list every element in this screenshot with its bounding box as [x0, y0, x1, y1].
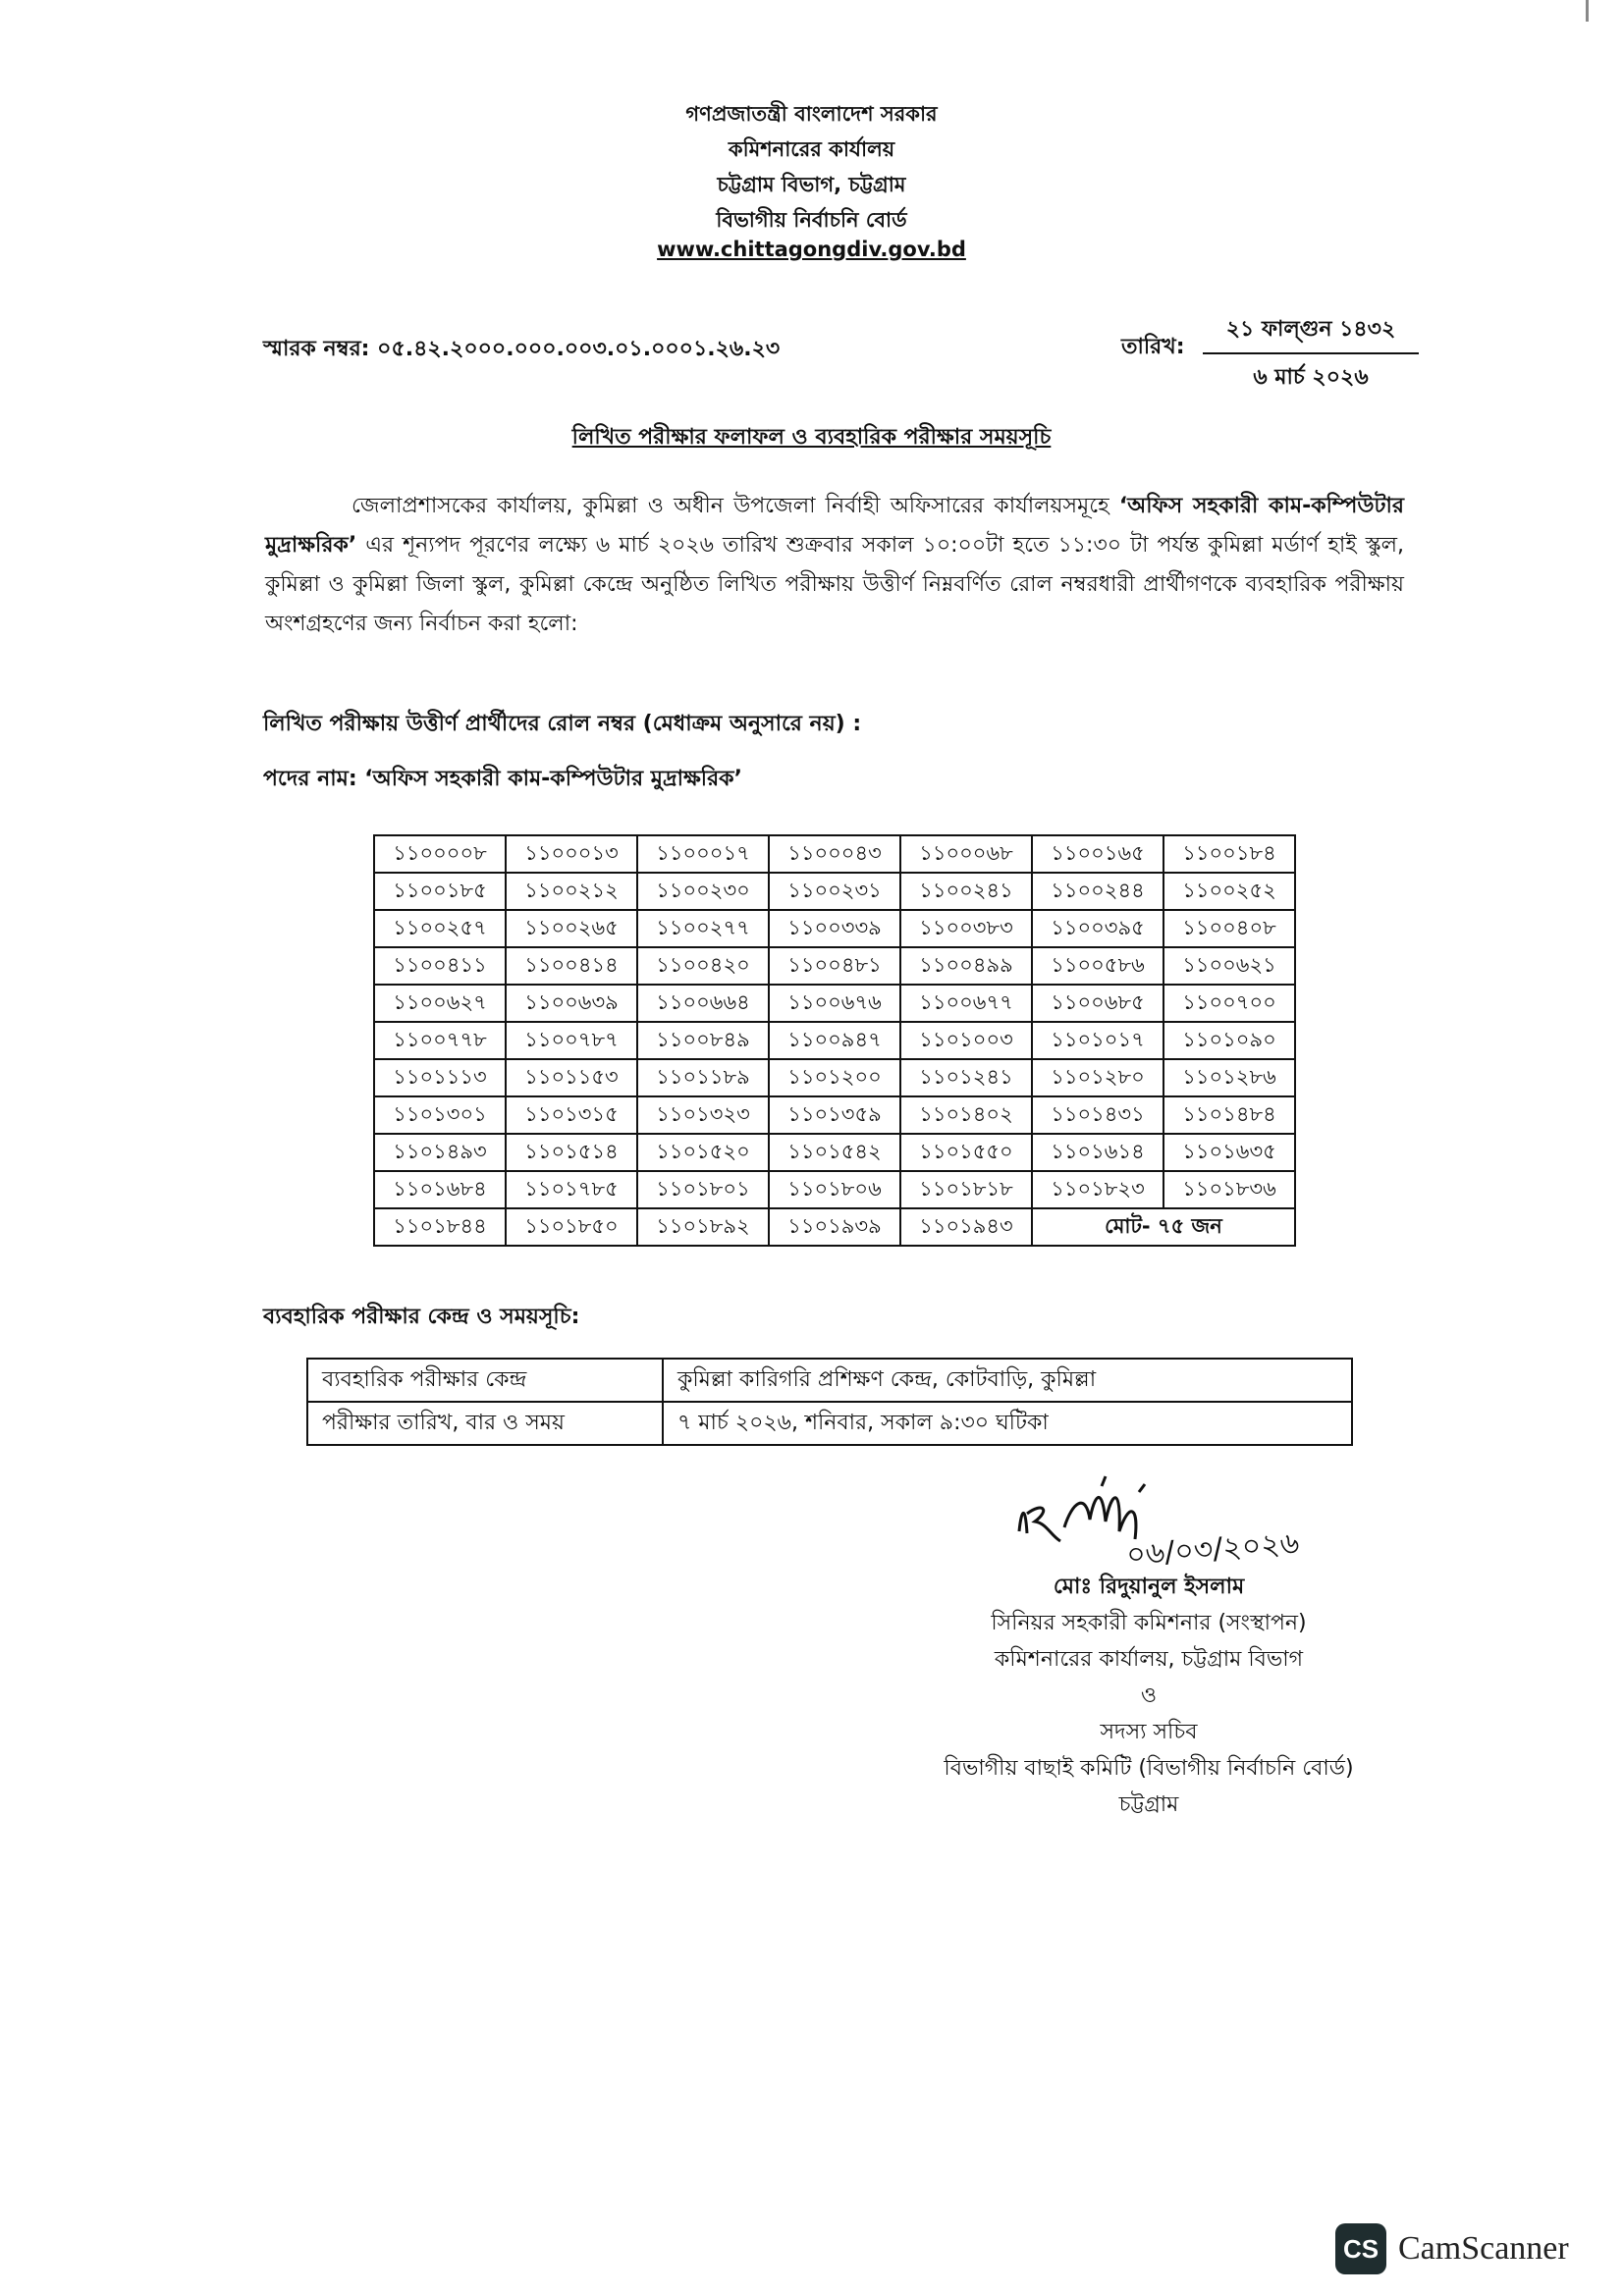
roll-row: [374, 873, 1295, 910]
roll-cell: ১১০১৫৪২: [769, 1134, 900, 1171]
paragraph-text-1: জেলাপ্রশাসকের কার্যালয়, কুমিল্লা ও অধীন উপজেলা নির্বাহী অফিসারের কার্যালয়সমূহে: [352, 494, 1119, 518]
roll-cell: ১১০১৬৩৫: [1163, 1134, 1295, 1171]
roll-cell: ১১০১৮৯২: [637, 1208, 769, 1246]
roll-cell: ১১০১৩০১: [374, 1096, 506, 1134]
practical-label-datetime: পরীক্ষার তারিখ, বার ও সময়: [307, 1402, 663, 1445]
roll-row: [374, 1208, 1295, 1246]
roll-cell: ১১০১১১৩: [374, 1059, 506, 1096]
roll-cell: ১১০০১৮৪: [1163, 835, 1295, 873]
roll-cell: ১১০০২৩০: [637, 873, 769, 910]
roll-cell: ১১০০৪১১: [374, 947, 506, 985]
signatory-name: মোঃ রিদুয়ানুল ইসলাম: [1053, 1575, 1245, 1599]
roll-cell: ১১০০৩৩৯: [769, 910, 900, 947]
roll-cell: ১১০০৪৮১: [769, 947, 900, 985]
roll-cell: ১১০১০৯০: [1163, 1022, 1295, 1059]
roll-cell: ১১০০৬৬৪: [637, 985, 769, 1022]
roll-cell: ১১০১৩৫৯: [769, 1096, 900, 1134]
roll-total-cell: মোট- ৭৫ জন: [1032, 1208, 1295, 1246]
camscanner-watermark[interactable]: [1335, 2223, 1569, 2274]
roll-cell: ১১০০৪২০: [637, 947, 769, 985]
roll-cell: ১১০০৯৪৭: [769, 1022, 900, 1059]
roll-cell: ১১০০২৫২: [1163, 873, 1295, 910]
roll-cell: ১১০০২৫৭: [374, 910, 506, 947]
notice-title: লিখিত পরীক্ষার ফলাফল ও ব্যবহারিক পরীক্ষার সময়সূচি: [571, 425, 1052, 450]
roll-cell: ১১০০৭০০: [1163, 985, 1295, 1022]
paragraph-post-name: ‘অফিস সহকারী কাম-কম্পিউটার মুদ্রাক্ষরিক’: [265, 494, 1405, 558]
roll-cell: ১১০১৮৩৬: [1163, 1171, 1295, 1208]
signatory-line-2: কমিশনারের কার্যালয়, চট্টগ্রাম বিভাগ: [994, 1647, 1304, 1672]
roll-cell: ১১০১১৮৯: [637, 1059, 769, 1096]
roll-cell: ১১০০৩৯৫: [1032, 910, 1163, 947]
roll-cell: ১১০১৮০৬: [769, 1171, 900, 1208]
roll-cell: ১১০০৪৯৯: [900, 947, 1032, 985]
post-heading-label: পদের নাম:: [263, 767, 357, 791]
notice-paragraph: [265, 487, 1404, 644]
roll-row: [374, 985, 1295, 1022]
post-heading: [263, 762, 742, 798]
practical-label-centre: ব্যবহারিক পরীক্ষার কেন্দ্র: [307, 1359, 663, 1402]
roll-row: [374, 1096, 1295, 1134]
memo-label: স্মারক নম্বর:: [263, 337, 370, 361]
roll-cell: ১১০০৬৮৫: [1032, 985, 1163, 1022]
roll-row: [374, 1059, 1295, 1096]
roll-cell: ১১০০৬২১: [1163, 947, 1295, 985]
roll-cell: ১১০০০১৭: [637, 835, 769, 873]
practical-value-centre: কুমিল্লা কারিগরি প্রশিক্ষণ কেন্দ্র, কোটবাড়ি, কুমিল্লা: [663, 1359, 1352, 1402]
roll-cell: ১১০১২৪১: [900, 1059, 1032, 1096]
roll-row: [374, 835, 1295, 873]
signatory-line-1: সিনিয়র সহকারী কমিশনার (সংস্থাপন): [991, 1611, 1307, 1635]
signatory-line-6: চট্টগ্রাম: [1118, 1792, 1179, 1817]
roll-cell: ১১০১৮০১: [637, 1171, 769, 1208]
roll-cell: ১১০১৫২০: [637, 1134, 769, 1171]
roll-cell: ১১০০০১৩: [506, 835, 637, 873]
roll-cell: ১১০১২৮০: [1032, 1059, 1163, 1096]
roll-cell: ১১০১৮৪৪: [374, 1208, 506, 1246]
roll-cell: ১১০১৮৫০: [506, 1208, 637, 1246]
roll-cell: ১১০১৬৮৪: [374, 1171, 506, 1208]
roll-cell: ১১০০৬৭৭: [900, 985, 1032, 1022]
roll-cell: ১১০১৮১৮: [900, 1171, 1032, 1208]
roll-cell: ১১০০৪০৮: [1163, 910, 1295, 947]
date-gregorian: ৬ মার্চ ২০২৬: [1253, 365, 1369, 390]
roll-row: [374, 1171, 1295, 1208]
roll-cell: ১১০১৪৯৩: [374, 1134, 506, 1171]
roll-cell: ১১০০৪১৪: [506, 947, 637, 985]
roll-cell: ১১০১৩১৫: [506, 1096, 637, 1134]
roll-cell: ১১০১৯৩৯: [769, 1208, 900, 1246]
roll-cell: ১১০০২৩১: [769, 873, 900, 910]
roll-cell: ১১০১২৮৬: [1163, 1059, 1295, 1096]
practical-heading: ব্যবহারিক পরীক্ষার কেন্দ্র ও সময়সূচি:: [263, 1305, 580, 1329]
roll-cell: ১১০০২৭৭: [637, 910, 769, 947]
handwritten-date: ০৬/০৩/২০২৬: [1125, 1525, 1301, 1573]
signatory-block: [854, 1569, 1443, 1823]
office-header: [0, 96, 1623, 261]
header-line-4: বিভাগীয় নির্বাচনি বোর্ড: [716, 208, 907, 232]
signatory-line-4: সদস্য সচিব: [1100, 1720, 1198, 1744]
roll-cell: ১১০১০১৭: [1032, 1022, 1163, 1059]
post-heading-value: ‘অফিস সহকারী কাম-কম্পিউটার মুদ্রাক্ষরিক’: [364, 767, 742, 791]
roll-cell: ১১০০৩৮৩: [900, 910, 1032, 947]
roll-cell: ১১০১৮২৩: [1032, 1171, 1163, 1208]
roll-cell: ১১০০০৪৩: [769, 835, 900, 873]
roll-cell: ১১০০২৪১: [900, 873, 1032, 910]
camscanner-logo-icon: CS: [1335, 2223, 1386, 2274]
roll-cell: ১১০১৪০২: [900, 1096, 1032, 1134]
roll-cell: ১১০০৭৮৭: [506, 1022, 637, 1059]
roll-number-table: [373, 834, 1296, 1247]
rolls-heading: লিখিত পরীক্ষায় উত্তীর্ণ প্রার্থীদের রোল নম্বর (মেধাক্রম অনুসারে নয়) :: [263, 712, 862, 736]
roll-row: [374, 947, 1295, 985]
header-line-2: কমিশনারের কার্যালয়: [728, 137, 895, 161]
practical-exam-table: [306, 1358, 1353, 1446]
roll-cell: ১১০০৬২৭: [374, 985, 506, 1022]
roll-cell: ১১০১০০৩: [900, 1022, 1032, 1059]
roll-cell: ১১০১৯৪৩: [900, 1208, 1032, 1246]
memo-number: [263, 332, 780, 368]
roll-cell: ১১০০৮৪৯: [637, 1022, 769, 1059]
header-line-1: গণপ্রজাতন্ত্রী বাংলাদেশ সরকার: [685, 102, 938, 126]
paragraph-text-2: এর শূন্যপদ পূরণের লক্ষ্যে ৬ মার্চ ২০২৬ তারিখ শুক্রবার সকাল ১০:০০টা হতে ১১:৩০ টা পর্যন্ত কুমিল্লা মর্ডার্ণ হাই স্কুল, কুমিল্লা ও কুমিল্লা জিলা স্কুল, কুমিল্লা কেন্দ্রে অনুষ্ঠিত লিখিত পরীক্ষায় উত্তীর্ণ নিম্নবর্ণিত রোল নম্বরধারী প্রার্থীগণকে ব্যবহারিক পরীক্ষায় অংশগ্রহণের জন্য নির্বাচন করা হলো:: [265, 533, 1404, 636]
date-bangla: ২১ ফাল্গুন ১৪৩২: [1203, 312, 1419, 354]
practical-value-datetime: ৭ মার্চ ২০২৬, শনিবার, সকাল ৯:৩০ ঘটিকা: [663, 1402, 1352, 1445]
roll-cell: ১১০১১৫৩: [506, 1059, 637, 1096]
roll-cell: ১১০০২১২: [506, 873, 637, 910]
signatory-line-3: ও: [1140, 1683, 1158, 1708]
roll-cell: ১১০১৪৮৪: [1163, 1096, 1295, 1134]
practical-row-centre: [307, 1359, 1352, 1402]
roll-cell: ১১০১৩২৩: [637, 1096, 769, 1134]
roll-row: [374, 1022, 1295, 1059]
roll-cell: ১১০০৬৭৬: [769, 985, 900, 1022]
memo-date: [1203, 312, 1419, 397]
roll-cell: ১১০০৫৮৬: [1032, 947, 1163, 985]
roll-cell: ১১০০০৬৮: [900, 835, 1032, 873]
roll-cell: ১১০০৬৩৯: [506, 985, 637, 1022]
roll-cell: ১১০১৪৩১: [1032, 1096, 1163, 1134]
date-label: তারিখ:: [1121, 335, 1185, 359]
roll-cell: ১১০০১৬৫: [1032, 835, 1163, 873]
memo-value: ০৫.৪২.২০০০.০০০.০০৩.০১.০০০১.২৬.২৩: [377, 337, 781, 361]
roll-cell: ১১০১৫৫০: [900, 1134, 1032, 1171]
roll-cell: ১১০১২০০: [769, 1059, 900, 1096]
website-link[interactable]: www.chittagongdiv.gov.bd: [657, 238, 966, 261]
camscanner-text: CamScanner: [1398, 2230, 1569, 2267]
roll-row: [374, 910, 1295, 947]
roll-row: [374, 1134, 1295, 1171]
roll-cell: ১১০০০০৮: [374, 835, 506, 873]
roll-cell: ১১০১৫১৪: [506, 1134, 637, 1171]
signatory-line-5: বিভাগীয় বাছাই কমিটি (বিভাগীয় নির্বাচনি বোর্ড): [944, 1756, 1354, 1781]
roll-cell: ১১০১৬১৪: [1032, 1134, 1163, 1171]
roll-cell: ১১০১৭৮৫: [506, 1171, 637, 1208]
roll-cell: ১১০০২৬৫: [506, 910, 637, 947]
roll-cell: ১১০০৭৭৮: [374, 1022, 506, 1059]
header-line-3: চট্টগ্রাম বিভাগ, চট্টগ্রাম: [717, 173, 906, 196]
scan-edge-mark: [1586, 0, 1589, 22]
roll-cell: ১১০০২৪৪: [1032, 873, 1163, 910]
roll-cell: ১১০০১৮৫: [374, 873, 506, 910]
practical-row-datetime: [307, 1402, 1352, 1445]
